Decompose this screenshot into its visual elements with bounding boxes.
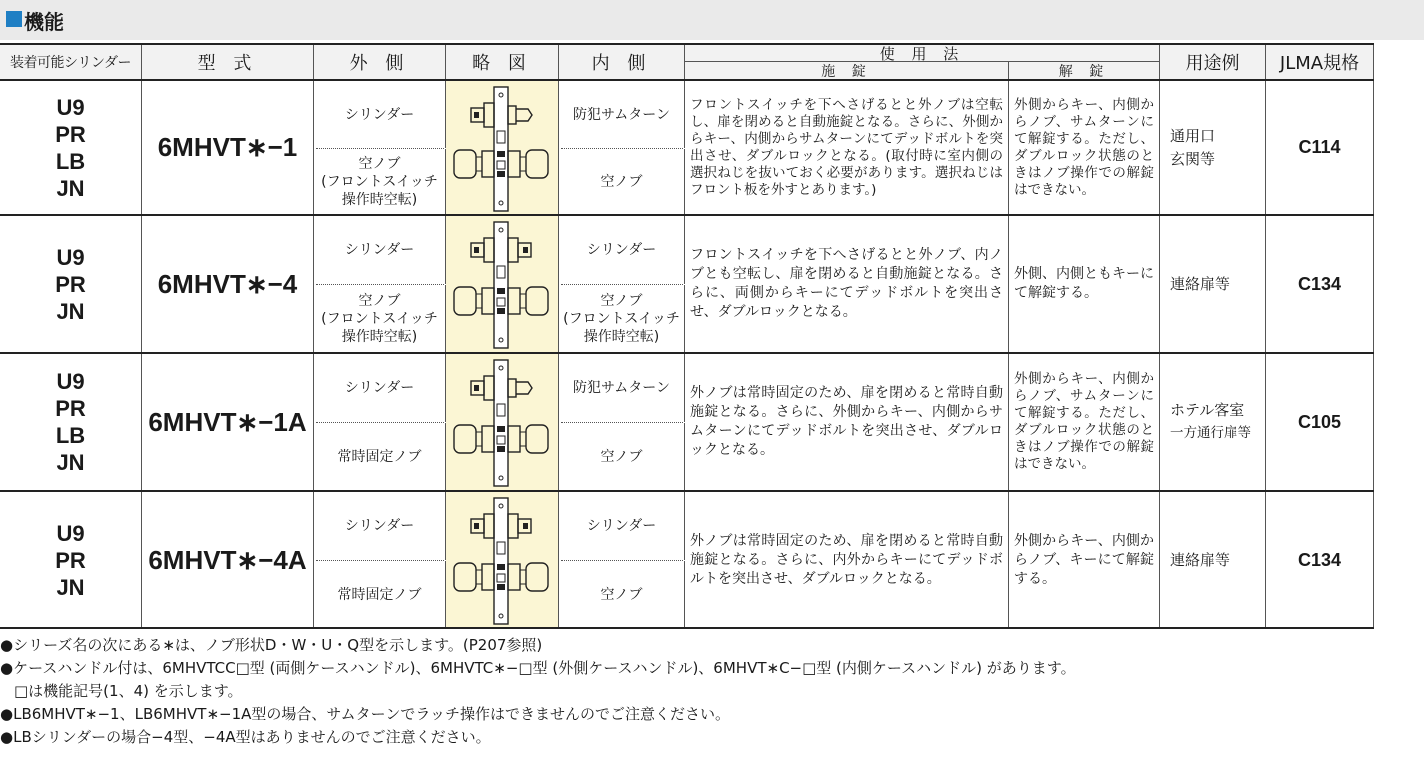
row2-unlock-description: 外側、内側ともキーにて解錠する。	[1009, 216, 1160, 353]
row2-cylinders: U9 PR JN	[0, 216, 142, 353]
row2-outside-top: シリンダー	[314, 216, 446, 284]
row3-lock-description: 外ノブは常時固定のため、扉を閉めると常時自動施錠となる。さらに、外側からキー、内側からサムターンにてデッドボルトを突出させ、ダブルロックとなる。	[685, 354, 1009, 491]
row3-model: 6MHVT∗−1A	[142, 354, 314, 491]
row4-jlma: C134	[1266, 492, 1374, 628]
row4-cylinders: U9 PR JN	[0, 492, 142, 628]
title-square-icon	[6, 11, 22, 27]
row2-application: 連絡扉等	[1160, 216, 1266, 353]
row3-inside-top: 防犯サムターン	[559, 354, 685, 422]
row4-model: 6MHVT∗−4A	[142, 492, 314, 628]
row3-outside-top: シリンダー	[314, 354, 446, 422]
row4-outside-bottom: 常時固定ノブ	[314, 561, 446, 628]
row1-lock-diagram	[446, 81, 559, 215]
row3-outside-bottom: 常時固定ノブ	[314, 423, 446, 491]
header-usage-method: 使 用 法	[685, 45, 1160, 62]
lock-diagram-icon	[446, 354, 558, 490]
row4-inside-top: シリンダー	[559, 492, 685, 560]
row4-lock-description: 外ノブは常時固定のため、扉を閉めると常時自動施錠となる。さらに、内外からキーにてデッドボルトを突出させ、ダブルロックとなる。	[685, 492, 1009, 628]
row1-lock-description: フロントスイッチを下へさげるとと外ノブは空転し、扉を閉めると自動施錠となる。さらに、外側からキー、内側からサムターンにてデッドボルトを突出させ、ダブルロックとなる。(取付時に室内側の選択ねじを抜いておく必要があります。選択ねじはフロント板を外すとあります。)	[685, 81, 1009, 215]
header-lock: 施 錠	[685, 62, 1009, 80]
row1-unlock-description: 外側からキー、内側からノブ、サムターンにて解錠する。ただし、ダブルロック状態のときはノブ操作での解錠はできない。	[1009, 81, 1160, 215]
row2-outside-bottom: 空ノブ (フロントスイッチ 操作時空転)	[314, 285, 446, 353]
header-diagram: 略 図	[446, 45, 559, 80]
row2-jlma: C134	[1266, 216, 1374, 353]
lock-diagram-icon	[446, 81, 558, 214]
row4-inside-bottom: 空ノブ	[559, 561, 685, 628]
header-jlma: JLMA規格	[1266, 45, 1374, 80]
row4-lock-diagram	[446, 492, 559, 628]
section-title: 機能	[24, 10, 64, 34]
row1-application: 通用口 玄関等	[1160, 81, 1266, 215]
row3-application: ホテル客室 一方通行扉等	[1160, 354, 1266, 491]
note-item: ●LB6MHVT∗−1、LB6MHVT∗−1A型の場合、サムターンでラッチ操作はできませんのでご注意ください。	[0, 705, 731, 723]
note-item: □は機能記号(1、4) を示します。	[14, 682, 243, 700]
header-outside: 外 側	[314, 45, 446, 80]
header-unlock: 解 錠	[1009, 62, 1160, 80]
footnotes	[0, 634, 1424, 749]
header-application: 用途例	[1160, 45, 1266, 80]
row2-lock-diagram	[446, 216, 559, 353]
row2-lock-description: フロントスイッチを下へさげるとと外ノブ、内ノブとも空転し、扉を閉めると自動施錠となる。さらに、両側からキーにてデッドボルトを突出させ、ダブルロックとなる。	[685, 216, 1009, 353]
row2-inside-bottom: 空ノブ (フロントスイッチ 操作時空転)	[559, 285, 685, 353]
row2-model: 6MHVT∗−4	[142, 216, 314, 353]
header-inside: 内 側	[559, 45, 685, 80]
row1-model: 6MHVT∗−1	[142, 81, 314, 215]
note-item: ●シリーズ名の次にある∗は、ノブ形状D・W・U・Q型を示します。(P207参照)	[0, 636, 543, 654]
lock-diagram-icon	[446, 216, 558, 352]
note-item: ●ケースハンドル付は、6MHVTCC□型 (両側ケースハンドル)、6MHVTC∗−□型 (外側ケースハンドル)、6MHVT∗C−□型 (内側ケースハンドル) があります。	[0, 659, 1076, 677]
row3-lock-diagram	[446, 354, 559, 491]
row3-inside-bottom: 空ノブ	[559, 423, 685, 491]
row4-application: 連絡扉等	[1160, 492, 1266, 628]
row1-inside-bottom: 空ノブ	[559, 149, 685, 215]
row1-outside-top: シリンダー	[314, 81, 446, 148]
row4-unlock-description: 外側からキー、内側からノブ、キーにて解錠する。	[1009, 492, 1160, 628]
row1-cylinders: U9 PR LB JN	[0, 81, 142, 215]
row1-outside-bottom: 空ノブ (フロントスイッチ 操作時空転)	[314, 149, 446, 215]
row2-inside-top: シリンダー	[559, 216, 685, 284]
row1-inside-top: 防犯サムターン	[559, 81, 685, 148]
row4-outside-top: シリンダー	[314, 492, 446, 560]
row3-jlma: C105	[1266, 354, 1374, 491]
lock-diagram-icon	[446, 492, 558, 628]
section-title-bar	[0, 0, 1424, 40]
row3-cylinders: U9 PR LB JN	[0, 354, 142, 491]
header-cylinder: 装着可能シリンダー	[0, 45, 142, 80]
row1-jlma: C114	[1266, 81, 1374, 215]
row3-unlock-description: 外側からキー、内側からノブ、サムターンにて解錠する。ただし、ダブルロック状態のときはノブ操作での解錠はできない。	[1009, 354, 1160, 491]
note-item: ●LBシリンダーの場合−4型、−4A型はありませんのでご注意ください。	[0, 728, 491, 746]
header-model: 型 式	[142, 45, 314, 80]
table-bottom-rule	[0, 627, 1374, 629]
